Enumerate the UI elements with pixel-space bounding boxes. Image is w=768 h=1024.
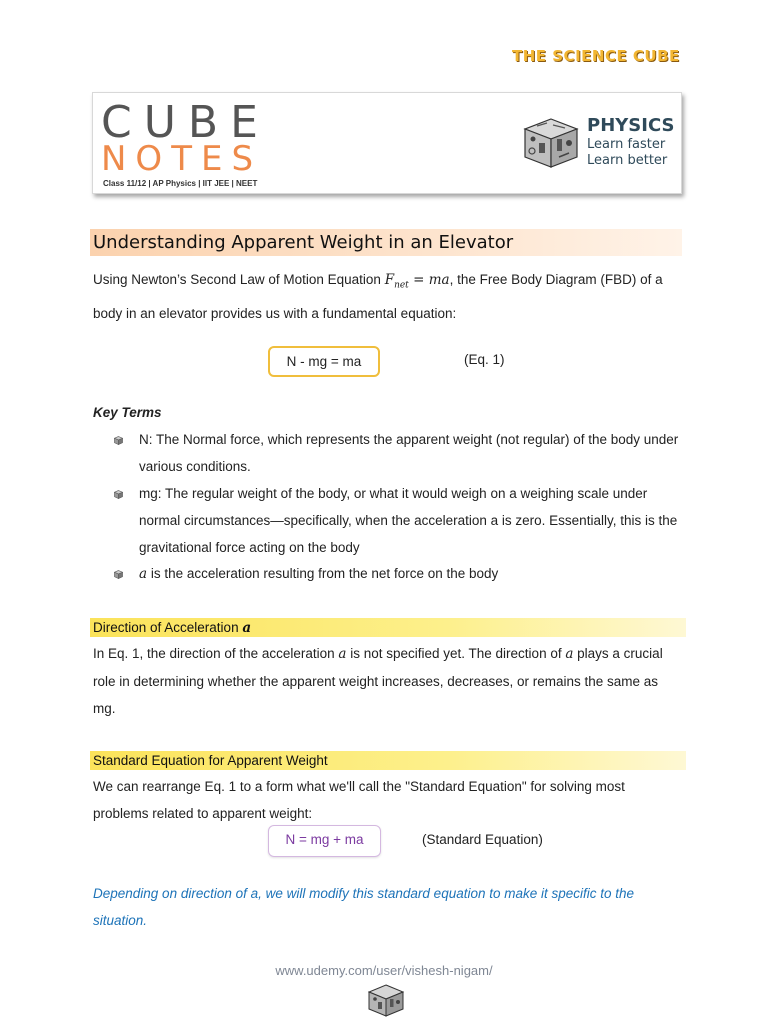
- newton-equation: $F_{net}$ = ma: [384, 272, 450, 291]
- cube-logo-icon: [368, 984, 404, 1017]
- intro-text-end: , the Free Body Diagram (FBD) of a body in an elevator provides us with a fundamental equation:: [93, 272, 663, 321]
- banner-tagline: Class 11/12 | AP Physics | IIT JEE | NEET: [103, 179, 258, 188]
- cube-notes-banner: [92, 92, 682, 194]
- standard-paragraph: We can rearrange Eq. 1 to a form what we'll call the "Standard Equation" for solving most problems related to apparent weight:: [93, 779, 625, 821]
- direction-heading: Direction of Acceleration a: [90, 618, 686, 637]
- subject-label: PHYSICS: [587, 115, 675, 136]
- standard-equation-tag: (Standard Equation): [422, 832, 543, 847]
- direction-note: Depending on direction of a, we will modify this standard equation to make it specific to the situation.: [93, 886, 635, 928]
- banner-title-cube: CUBE: [101, 97, 270, 148]
- intro-paragraph: [93, 266, 683, 327]
- key-term-item: a is the acceleration resulting from the net force on the body: [139, 566, 499, 582]
- equation-1-box: N - mg = ma: [268, 346, 380, 377]
- intro-text-start: Using Newton’s Second Law of Motion Equation: [93, 272, 385, 287]
- bullet-cube-icon: [114, 490, 123, 499]
- slogan-line-2: Learn better: [587, 153, 668, 168]
- brand-logo: THE SCIENCE CUBE: [512, 47, 680, 65]
- banner-title-notes: NOTES: [101, 139, 263, 179]
- key-term-item: N: The Normal force, which represents the apparent weight (not regular) of the body under various conditions.: [139, 432, 679, 474]
- key-term-item: mg: The regular weight of the body, or what it would weigh on a weighing scale under normal circumstances—specifically, when the acceleration a is zero. Essentially, this is the gravitational force acting on the body: [139, 486, 678, 555]
- equation-1-tag: (Eq. 1): [464, 352, 505, 367]
- slogan-line-1: Learn faster: [587, 137, 666, 152]
- physics-tools-cube-icon: [523, 117, 579, 169]
- bullet-cube-icon: [114, 570, 123, 579]
- direction-paragraph: In Eq. 1, the direction of the acceleration a is not specified yet. The direction of a plays a crucial role in determining whether the apparent weight increases, decreases, or remains the same as mg.: [93, 646, 663, 716]
- footer-url: www.udemy.com/user/vishesh-nigam/: [275, 963, 493, 978]
- page-title: Understanding Apparent Weight in an Elevator: [90, 229, 682, 256]
- bullet-cube-icon: [114, 436, 123, 445]
- standard-equation-heading: Standard Equation for Apparent Weight: [90, 751, 686, 770]
- key-terms-title: Key Terms: [93, 405, 162, 420]
- standard-equation-box: N = mg + ma: [268, 825, 381, 857]
